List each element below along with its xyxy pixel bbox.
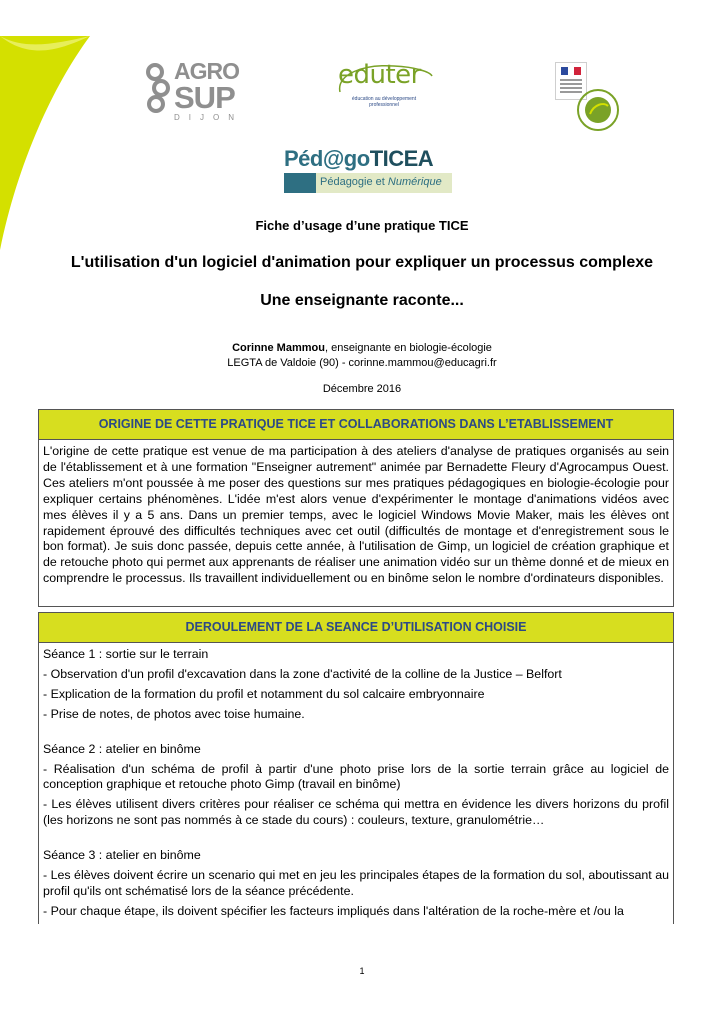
list-item: - Réalisation d'un schéma de profil à partir d'une photo prise lors de la sortie terrain grâce au logiciel de conception graphique et retouche photo Gimp (travail en binôme) [43,761,669,792]
section-progress-heading: DEROULEMENT DE LA SEANCE D’UTILISATION CHOISIE [39,613,673,643]
list-item: - Les élèves utilisent divers critères pour réaliser ce schéma qui mettra en évidence les divers horizons du profil (les horizons ne sont pas nommés à ce stade du cours) : couleurs, texture, granulométrie… [43,797,669,828]
document-date: Décembre 2016 [322,383,402,395]
pedagoticea-bar [284,173,452,193]
pedagoticea-tagline-b: Numérique [387,176,442,188]
author-role: , enseignante en biologie-écologie [324,342,492,354]
agrosup-mark-icon [146,60,174,114]
nature-badge-logo [576,88,620,132]
pedagoticea-tagline-a: Pédagogie et [320,176,385,188]
agrosup-line2: SUP [174,80,235,115]
author-name: Corinne Mammou [232,342,325,354]
pedagoticea-title [284,146,433,172]
eduter-tagline: éducation au développement professionnel [351,96,417,108]
section-origin-text: L'origine de cette pratique est venue de ma participation à des ateliers d'analyse de pratiques organisés au sein de l'établissement et à une formation "Enseigner autrement" animée par Bernadette Fleury d'Agrocampus Ouest. Ces ateliers m'ont poussée à me poser des questions sur mes pratiques pédagogiques en biologie-écologie pour expliquer certains phénomènes. L'idée m'est alors venue d'expérimenter le montage d'animations vidéos avec mes élèves il y a 5 ans. Dans un premier temps, avec le logiciel Windows Movie Maker, mais les élèves ont rapidement éprouvé des difficultés techniques avec cet outil (difficultés de montage et d'enregistrement sous le bon format). Je suis donc passée, depuis cette année, à l'utilisation de Gimp, un logiciel de création graphique et de retouche photo qui permet aux apprenants de réaliser une animation vidéo sur un thème donné et de mieux en comprendre le processus. Ils travaillent individuellement ou en binôme selon le nombre d'ordinateurs disponibles. [43,444,669,586]
document-kicker: Fiche d’usage d’une pratique TICE [255,218,469,233]
session-3-title: Séance 3 : atelier en binôme [43,848,201,863]
section-origin-heading: ORIGINE DE CETTE PRATIQUE TICE ET COLLABORATIONS DANS L’ETABLISSEMENT [39,410,673,440]
author-line [0,342,724,354]
eduter-name: eduter [338,60,421,90]
document-title: L'utilisation d'un logiciel d'animation pour expliquer un processus complexe [70,254,654,271]
list-item: - Prise de notes, de photos avec toise humaine. [43,706,305,721]
session-1-title: Séance 1 : sortie sur le terrain [43,647,209,661]
session-2-title: Séance 2 : atelier en binôme [43,741,201,756]
section-progress [38,612,674,924]
pedagoticea-title-b: TICEA [369,146,434,171]
list-item: - Explication de la formation du profil et notamment du sol calcaire embryonnaire [43,686,485,701]
school-line: LEGTA de Valdoie (90) - corinne.mammou@educagri.fr [227,357,497,369]
list-item: - Les élèves doivent écrire un scenario qui met en jeu les principales étapes de la formation du sol, aboutissant au profil qu'ils ont schématisé lors de la séance précédente. [43,868,669,898]
list-item: - Pour chaque étape, ils doivent spécifier les facteurs impliqués dans l'altération de la roche-mère et /ou la [43,903,624,918]
pedagoticea-bar-accent [284,173,316,193]
pedagoticea-tagline [320,176,442,188]
section-origin [38,409,674,607]
agrosup-line3: DIJON [174,113,243,122]
list-item: - Observation d'un profil d'excavation dans la zone d'activité de la colline de la Justice – Belfort [43,666,562,681]
page-number: 1 [359,966,365,976]
pedagoticea-title-a: Péd@go [284,146,370,171]
agrosup-line1: AGRO [174,58,239,84]
agrosup-dijon-logo [146,58,243,122]
document-subtitle: Une enseignante raconte... [260,292,464,309]
french-flag-icon [561,67,581,75]
eduter-logo [334,60,438,120]
pedagoticea-logo [284,146,452,196]
section-progress-body [39,643,673,928]
